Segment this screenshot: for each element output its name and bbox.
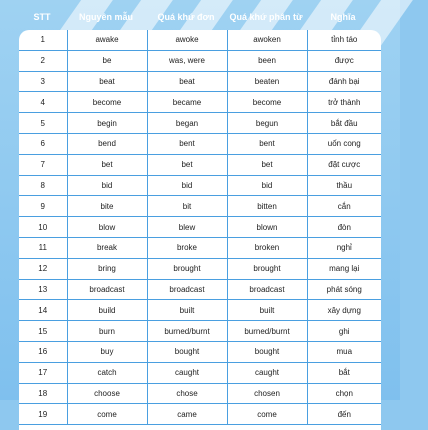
table-header xyxy=(0,0,400,34)
cell-base-form: begin xyxy=(67,113,147,134)
table-row xyxy=(19,321,381,342)
cell-meaning: mua xyxy=(307,341,381,362)
cell-meaning: thầu xyxy=(307,175,381,196)
table-row xyxy=(19,217,381,238)
table-row xyxy=(19,383,381,404)
cell-past-simple: built xyxy=(147,300,227,321)
table-row xyxy=(19,154,381,175)
cell-past-participle: built xyxy=(227,300,307,321)
cell-base-form: be xyxy=(67,50,147,71)
cell-past-simple: brought xyxy=(147,258,227,279)
cell-past-simple: was, were xyxy=(147,50,227,71)
table-row xyxy=(19,341,381,362)
cell-meaning: tỉnh táo xyxy=(307,30,381,50)
table-row xyxy=(19,196,381,217)
cell-meaning: uốn cong xyxy=(307,133,381,154)
cell-base-form: bend xyxy=(67,133,147,154)
cell-meaning: đặt cược xyxy=(307,154,381,175)
cell-base-form: build xyxy=(67,300,147,321)
cell-past-simple: burned/burnt xyxy=(147,321,227,342)
header-stt: STT xyxy=(33,12,51,22)
cell-stt: 11 xyxy=(19,237,67,258)
cell-past-participle: burned/burnt xyxy=(227,321,307,342)
table-row xyxy=(19,113,381,134)
verb-table xyxy=(19,30,381,425)
cell-past-simple: bent xyxy=(147,133,227,154)
cell-base-form: come xyxy=(67,404,147,425)
cell-meaning: đến xyxy=(307,404,381,425)
table-row xyxy=(19,300,381,321)
table-row xyxy=(19,404,381,425)
table-row xyxy=(19,92,381,113)
cell-base-form: break xyxy=(67,237,147,258)
cell-base-form: bite xyxy=(67,196,147,217)
cell-stt: 10 xyxy=(19,217,67,238)
cell-base-form: blow xyxy=(67,217,147,238)
cell-past-simple: beat xyxy=(147,71,227,92)
cell-meaning: bắt đầu xyxy=(307,113,381,134)
table-row xyxy=(19,258,381,279)
cell-stt: 14 xyxy=(19,300,67,321)
cell-base-form: burn xyxy=(67,321,147,342)
cell-stt: 16 xyxy=(19,341,67,362)
header-base-form: Nguyên mẫu xyxy=(78,12,133,22)
cell-meaning: phát sóng xyxy=(307,279,381,300)
cell-past-participle: bet xyxy=(227,154,307,175)
table-row xyxy=(19,71,381,92)
cell-base-form: choose xyxy=(67,383,147,404)
cell-past-participle: bent xyxy=(227,133,307,154)
cell-past-simple: came xyxy=(147,404,227,425)
cell-past-participle: bitten xyxy=(227,196,307,217)
cell-stt: 13 xyxy=(19,279,67,300)
cell-past-simple: awoke xyxy=(147,30,227,50)
table-sheet xyxy=(19,30,381,430)
table-row xyxy=(19,175,381,196)
cell-past-participle: come xyxy=(227,404,307,425)
cell-meaning: xây dựng xyxy=(307,300,381,321)
cell-base-form: awake xyxy=(67,30,147,50)
cell-meaning: ghi xyxy=(307,321,381,342)
cell-past-participle: broadcast xyxy=(227,279,307,300)
cell-past-participle: chosen xyxy=(227,383,307,404)
cell-past-participle: caught xyxy=(227,362,307,383)
cell-meaning: đánh bại xyxy=(307,71,381,92)
cell-past-participle: begun xyxy=(227,113,307,134)
cell-base-form: become xyxy=(67,92,147,113)
cell-stt: 2 xyxy=(19,50,67,71)
cell-stt: 17 xyxy=(19,362,67,383)
header-meaning: Nghĩa xyxy=(330,12,356,22)
cell-meaning: cắn xyxy=(307,196,381,217)
cell-past-simple: bought xyxy=(147,341,227,362)
cell-past-simple: bit xyxy=(147,196,227,217)
cell-past-simple: became xyxy=(147,92,227,113)
cell-past-participle: been xyxy=(227,50,307,71)
table-row xyxy=(19,362,381,383)
cell-base-form: broadcast xyxy=(67,279,147,300)
cell-past-participle: become xyxy=(227,92,307,113)
cell-base-form: beat xyxy=(67,71,147,92)
table-row xyxy=(19,50,381,71)
cell-stt: 18 xyxy=(19,383,67,404)
table-row xyxy=(19,30,381,50)
cell-past-participle: blown xyxy=(227,217,307,238)
cell-past-simple: blew xyxy=(147,217,227,238)
cell-meaning: trở thành xyxy=(307,92,381,113)
cell-past-participle: broken xyxy=(227,237,307,258)
cell-stt: 12 xyxy=(19,258,67,279)
cell-past-simple: chose xyxy=(147,383,227,404)
cell-stt: 9 xyxy=(19,196,67,217)
cell-stt: 8 xyxy=(19,175,67,196)
table-row xyxy=(19,279,381,300)
cell-past-simple: bet xyxy=(147,154,227,175)
cell-stt: 5 xyxy=(19,113,67,134)
cell-past-simple: caught xyxy=(147,362,227,383)
cell-stt: 19 xyxy=(19,404,67,425)
cell-base-form: buy xyxy=(67,341,147,362)
header-past-simple: Quá khứ đơn xyxy=(157,12,215,22)
cell-past-participle: bid xyxy=(227,175,307,196)
cell-stt: 6 xyxy=(19,133,67,154)
cell-past-participle: awoken xyxy=(227,30,307,50)
cell-meaning: mang lại xyxy=(307,258,381,279)
table-row xyxy=(19,133,381,154)
cell-past-participle: bought xyxy=(227,341,307,362)
cell-meaning: bắt xyxy=(307,362,381,383)
cell-meaning: chọn xyxy=(307,383,381,404)
cell-past-simple: broadcast xyxy=(147,279,227,300)
cell-meaning: nghỉ xyxy=(307,237,381,258)
cell-stt: 3 xyxy=(19,71,67,92)
header-past-participle: Quá khứ phân từ xyxy=(229,12,303,22)
table-row xyxy=(19,237,381,258)
cell-base-form: bid xyxy=(67,175,147,196)
cell-past-participle: beaten xyxy=(227,71,307,92)
cell-meaning: được xyxy=(307,50,381,71)
cell-base-form: bring xyxy=(67,258,147,279)
cell-stt: 7 xyxy=(19,154,67,175)
cell-past-simple: broke xyxy=(147,237,227,258)
cell-stt: 4 xyxy=(19,92,67,113)
cell-stt: 15 xyxy=(19,321,67,342)
cell-base-form: bet xyxy=(67,154,147,175)
cell-past-simple: bid xyxy=(147,175,227,196)
cell-past-simple: began xyxy=(147,113,227,134)
cell-base-form: catch xyxy=(67,362,147,383)
cell-stt: 1 xyxy=(19,30,67,50)
cell-past-participle: brought xyxy=(227,258,307,279)
cell-meaning: đòn xyxy=(307,217,381,238)
